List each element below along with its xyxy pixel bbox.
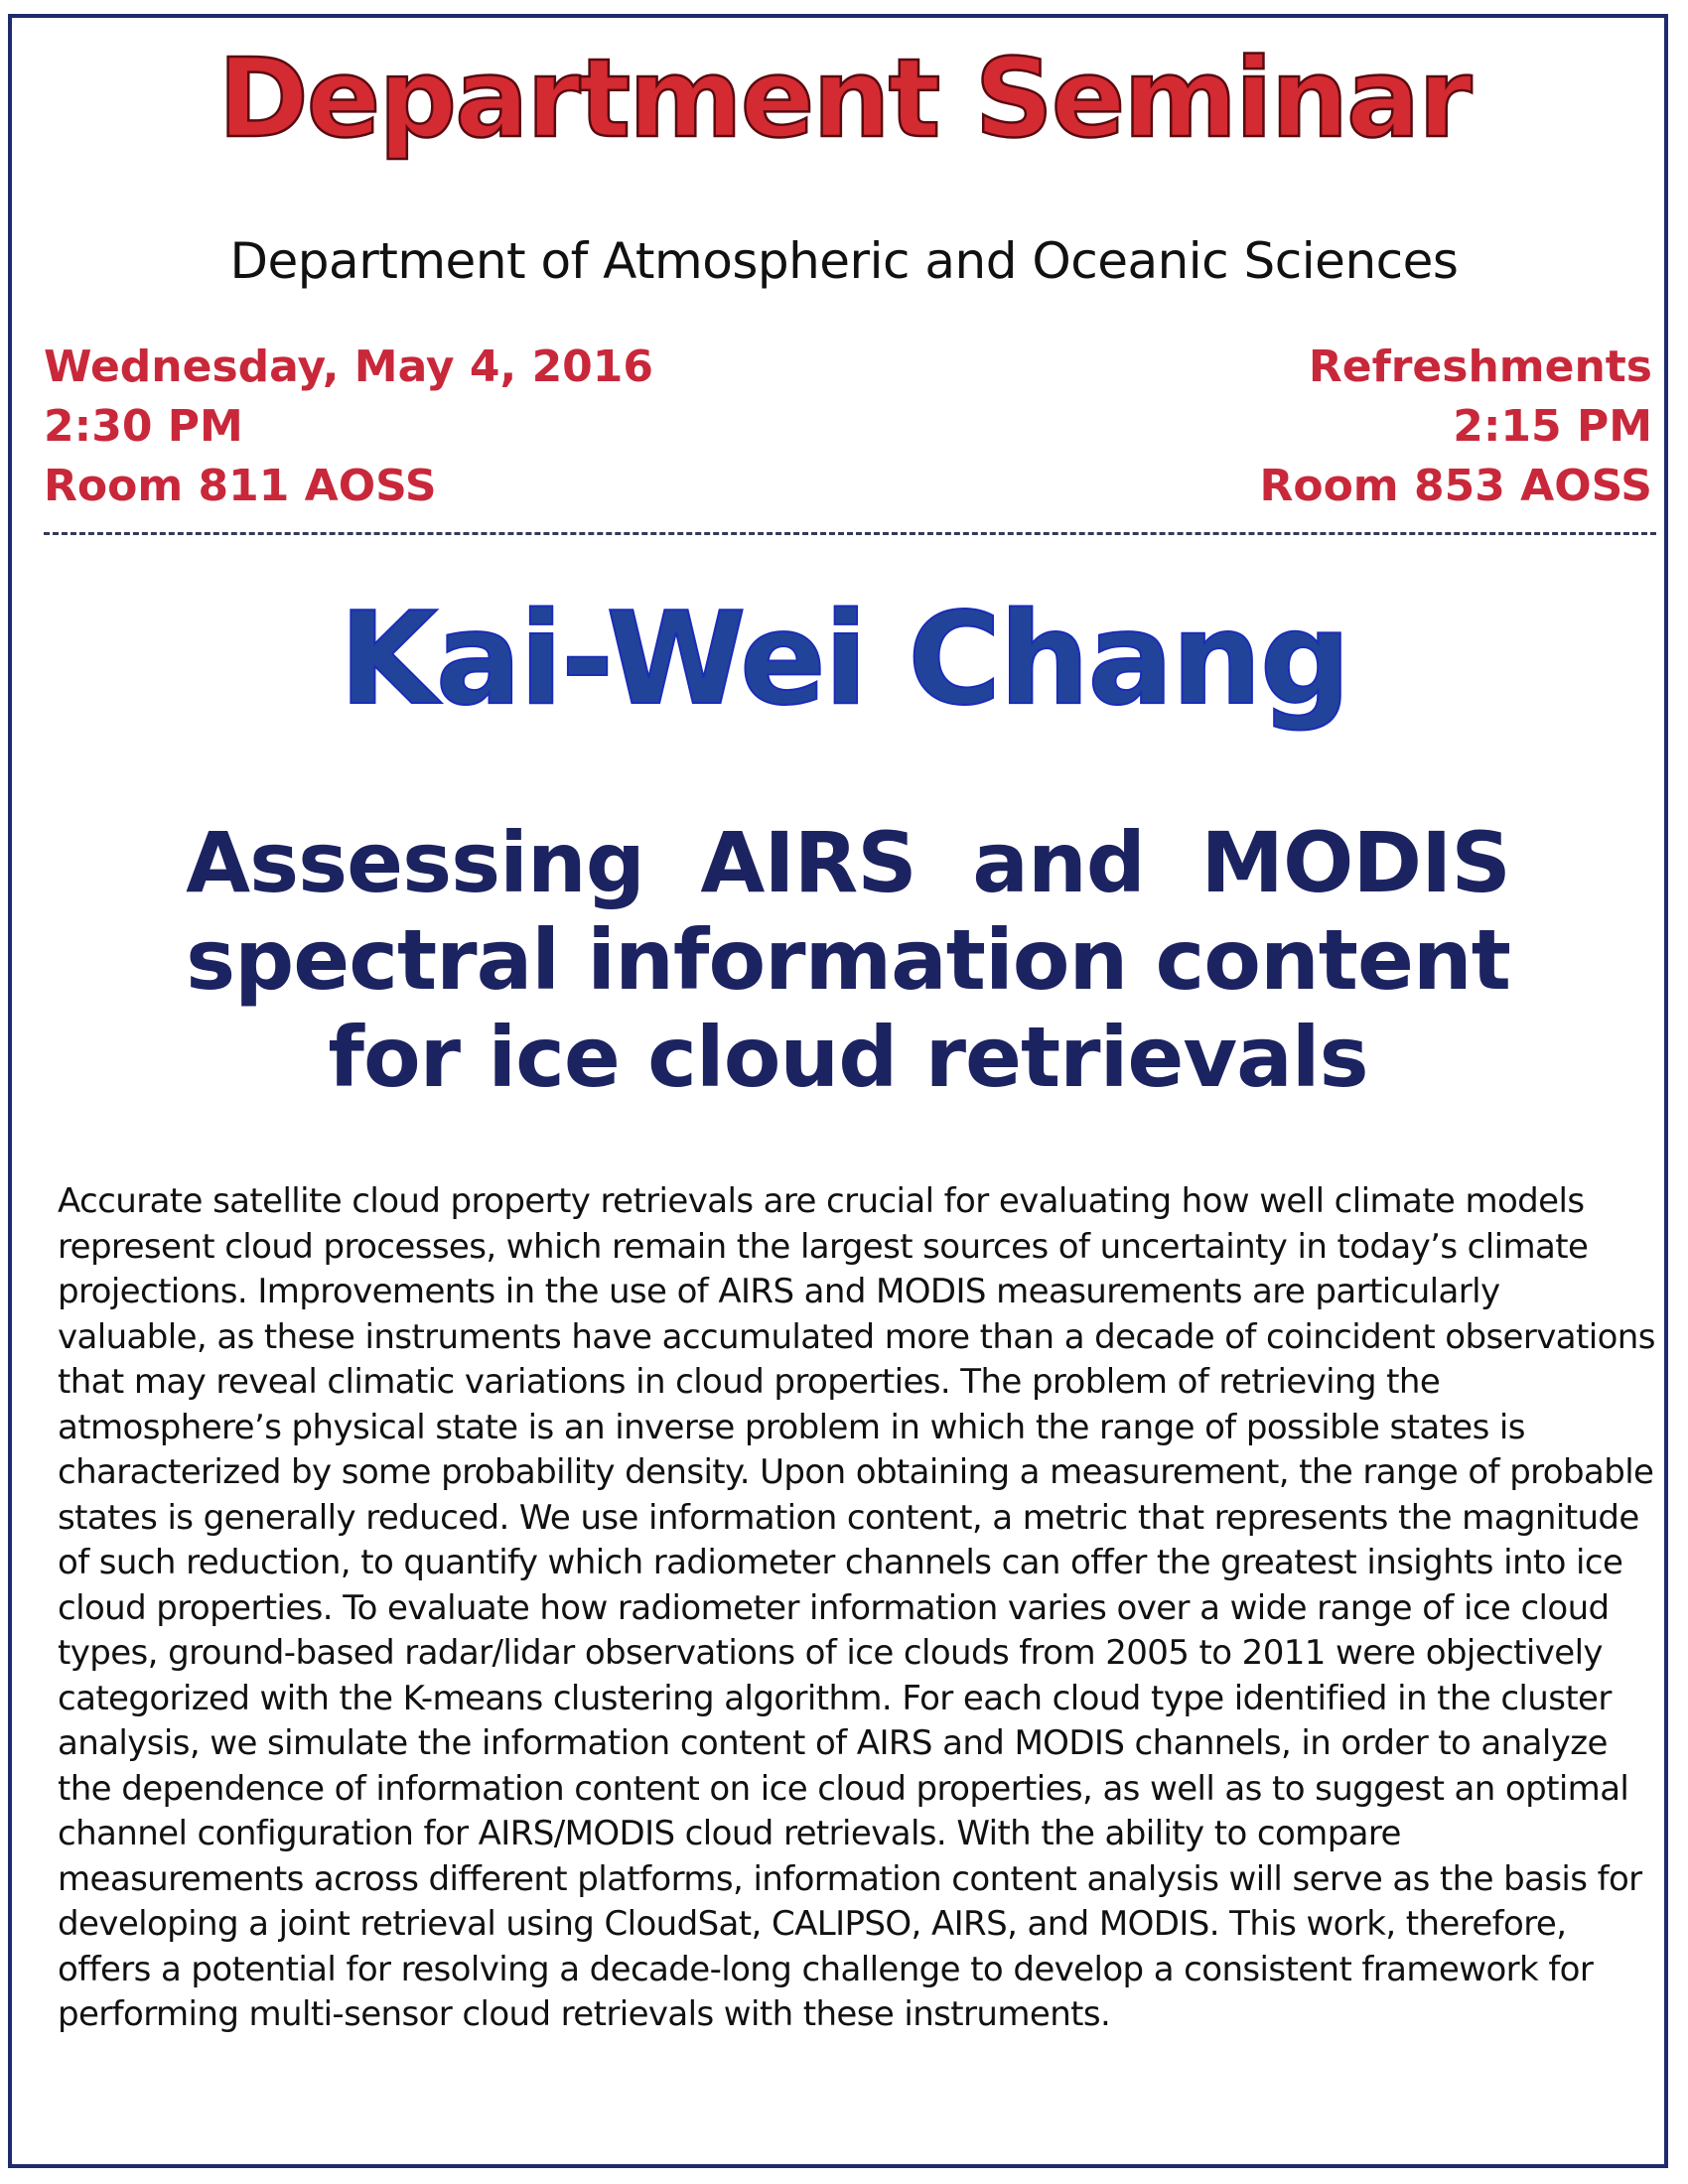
talk-title xyxy=(40,814,1656,1106)
talk-title-line: for ice cloud retrievals xyxy=(328,1009,1368,1106)
department-name: Department of Atmospheric and Oceanic Sciences xyxy=(229,232,1459,290)
abstract-text: Accurate satellite cloud property retrievals are crucial for evaluating how well climate models represent cloud processes, which remain the largest sources of uncertainty in today’s climate projections. Improvements in the use of AIRS and MODIS measurements are particularly valuable, as these instruments have accumulated more than a decade of coincident observations that may reveal climatic variations in cloud properties. The problem of retrieving the atmosphere’s physical state is an inverse problem in which the range of possible states is characterized by some probability density. Upon obtaining a measurement, the range of probable states is generally reduced. We use information content, a metric that represents the magnitude of such reduction, to quantify which radiometer channels can offer the greatest insights into ice cloud properties. To evaluate how radiometer information varies over a wide range of ice cloud types, ground-based radar/lidar observations of ice clouds from 2005 to 2011 were objectively categorized with the K-means clustering algorithm. For each cloud type identified in the cluster analysis, we simulate the information content of AIRS and MODIS channels, in order to analyze the dependence of information content on ice cloud properties, as well as to suggest an optimal channel configuration for AIRS/MODIS cloud retrievals. With the ability to compare measurements across different platforms, information content analysis will serve as the basis for developing a joint retrieval using CloudSat, CALIPSO, AIRS, and MODIS. This work, therefore, offers a potential for resolving a decade-long challenge to develop a consistent framework for performing multi-sensor cloud retrievals with these instruments. xyxy=(58,1181,1655,2034)
seminar-room: Room 811 AOSS xyxy=(44,461,437,511)
refreshments-time: 2:15 PM xyxy=(1453,401,1652,452)
seminar-date: Wednesday, May 4, 2016 xyxy=(44,341,654,392)
refreshments-details xyxy=(1259,338,1652,516)
refreshments-room: Room 853 AOSS xyxy=(1259,461,1652,511)
dashed-divider xyxy=(44,532,1656,535)
seminar-time: 2:30 PM xyxy=(44,401,243,452)
talk-title-line: spectral information content xyxy=(186,911,1510,1009)
seminar-heading: Department Seminar xyxy=(217,35,1471,162)
seminar-details xyxy=(44,338,653,516)
talk-title-line: Assessing AIRS and MODIS xyxy=(186,814,1510,911)
speaker-name: Kai-Wei Chang xyxy=(339,586,1349,734)
refreshments-label: Refreshments xyxy=(1308,341,1652,392)
